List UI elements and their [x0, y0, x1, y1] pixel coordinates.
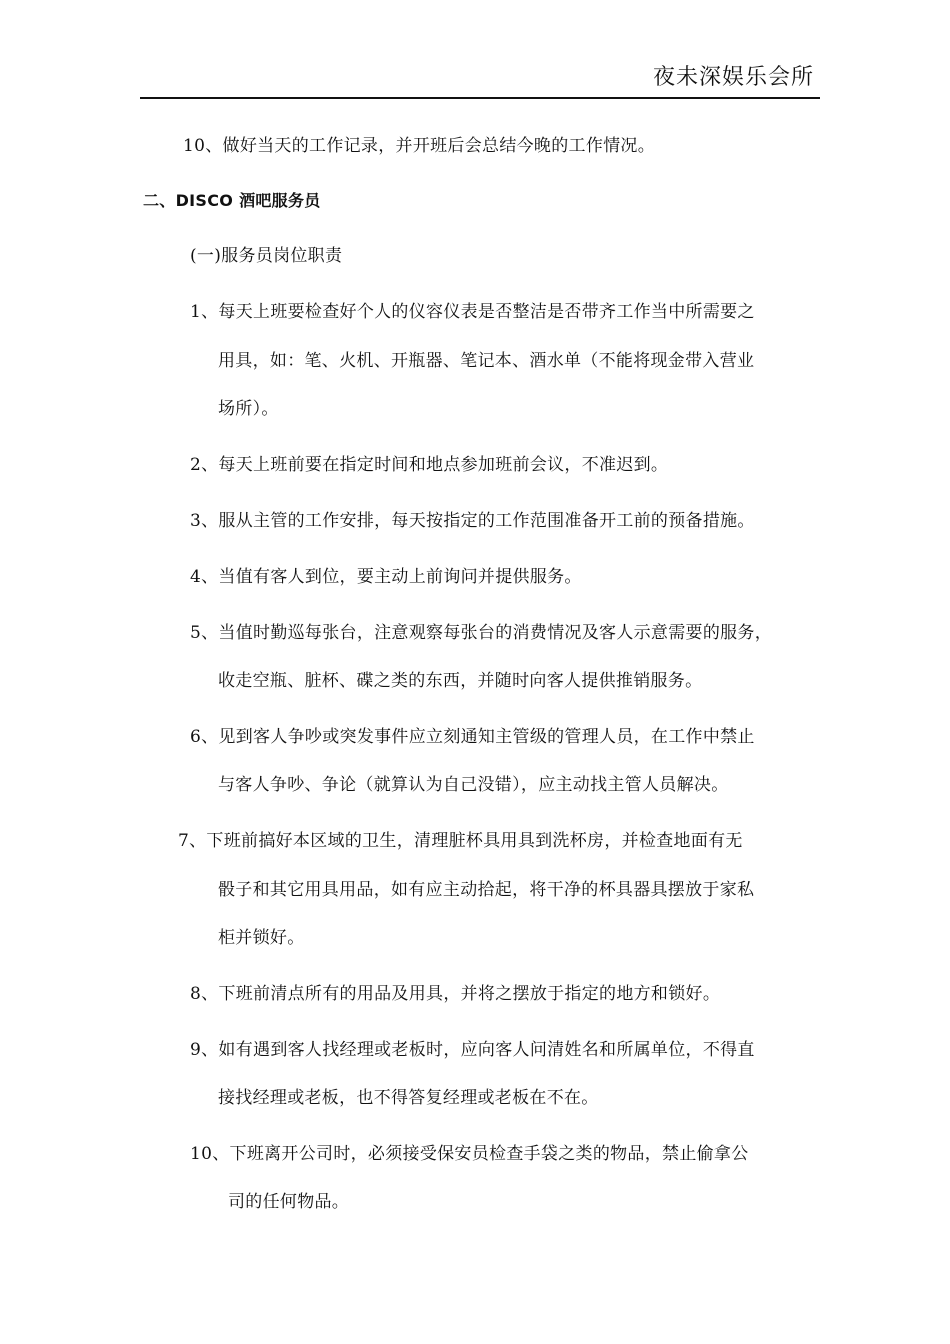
- list-item: [190, 566, 582, 588]
- list-item-line: 7、下班前搞好本区域的卫生，清理脏杯具用具到洗杯房，并检查地面有无: [178, 831, 743, 851]
- list-item-line: 骰子和其它用具用品，如有应主动拾起，将干净的杯具器具摆放于家私: [218, 880, 755, 900]
- list-item: [190, 983, 720, 1005]
- list-item-line: 柜并锁好。: [218, 928, 305, 948]
- list-item-line: 与客人争吵、争论（就算认为自己没错），应主动找主管人员解决。: [218, 775, 729, 795]
- list-item: [190, 1039, 755, 1061]
- list-item-line: 10、下班离开公司时，必须接受保安员检查手袋之类的物品，禁止偷拿公: [190, 1144, 749, 1164]
- intro-line: 10、做好当天的工作记录，并开班后会总结今晚的工作情况。: [183, 136, 656, 156]
- section-heading: 二、DISCO 酒吧服务员: [143, 191, 321, 210]
- header-divider: [140, 97, 820, 99]
- list-item-line: 9、如有遇到客人找经理或老板时，应向客人问清姓名和所属单位，不得直: [190, 1040, 755, 1060]
- list-item-continuation: [218, 879, 754, 901]
- list-item: [190, 454, 668, 476]
- list-item-continuation: [218, 670, 702, 692]
- list-item-continuation: [218, 774, 729, 796]
- list-item-line: 用具，如：笔、火机、开瓶器、笔记本、酒水单（不能将现金带入营业: [218, 351, 755, 371]
- list-item-line: 4、当值有客人到位，要主动上前询问并提供服务。: [190, 567, 582, 587]
- list-item-line: 2、每天上班前要在指定时间和地点参加班前会议，不准迟到。: [190, 455, 669, 475]
- list-item-line: 6、见到客人争吵或突发事件应立刻通知主管级的管理人员，在工作中禁止: [190, 727, 755, 747]
- list-item: [190, 1143, 749, 1165]
- list-item-line: 收走空瓶、脏杯、碟之类的东西，并随时向客人提供推销服务。: [218, 671, 703, 691]
- header-title: 夜未深娱乐会所: [652, 65, 814, 90]
- list-item-line: 场所）。: [218, 399, 279, 419]
- list-item-line: 接找经理或老板，也不得答复经理或老板在不在。: [218, 1088, 599, 1108]
- list-item-line: 司的任何物品。: [228, 1192, 350, 1212]
- list-item-line: 3、服从主管的工作安排，每天按指定的工作范围准备开工前的预备措施。: [190, 511, 755, 531]
- list-item-continuation: [218, 1087, 599, 1109]
- list-item: [190, 622, 772, 644]
- list-item-continuation: [228, 1191, 349, 1213]
- list-item-continuation: [218, 350, 754, 372]
- list-item-line: 8、下班前清点所有的用品及用具，并将之摆放于指定的地方和锁好。: [190, 984, 721, 1004]
- list-item: [190, 726, 755, 748]
- list-item-continuation: [218, 398, 279, 420]
- list-item: [190, 510, 755, 532]
- list-item-continuation: [218, 927, 305, 949]
- list-item-line: 1、每天上班要检查好个人的仪容仪表是否整洁是否带齐工作当中所需要之: [190, 302, 755, 322]
- section-subheading: (一)服务员岗位职责: [190, 246, 343, 266]
- list-item: [178, 830, 743, 852]
- list-item-line: 5、当值时勤巡每张台，注意观察每张台的消费情况及客人示意需要的服务，: [190, 623, 773, 643]
- list-item: [190, 301, 755, 323]
